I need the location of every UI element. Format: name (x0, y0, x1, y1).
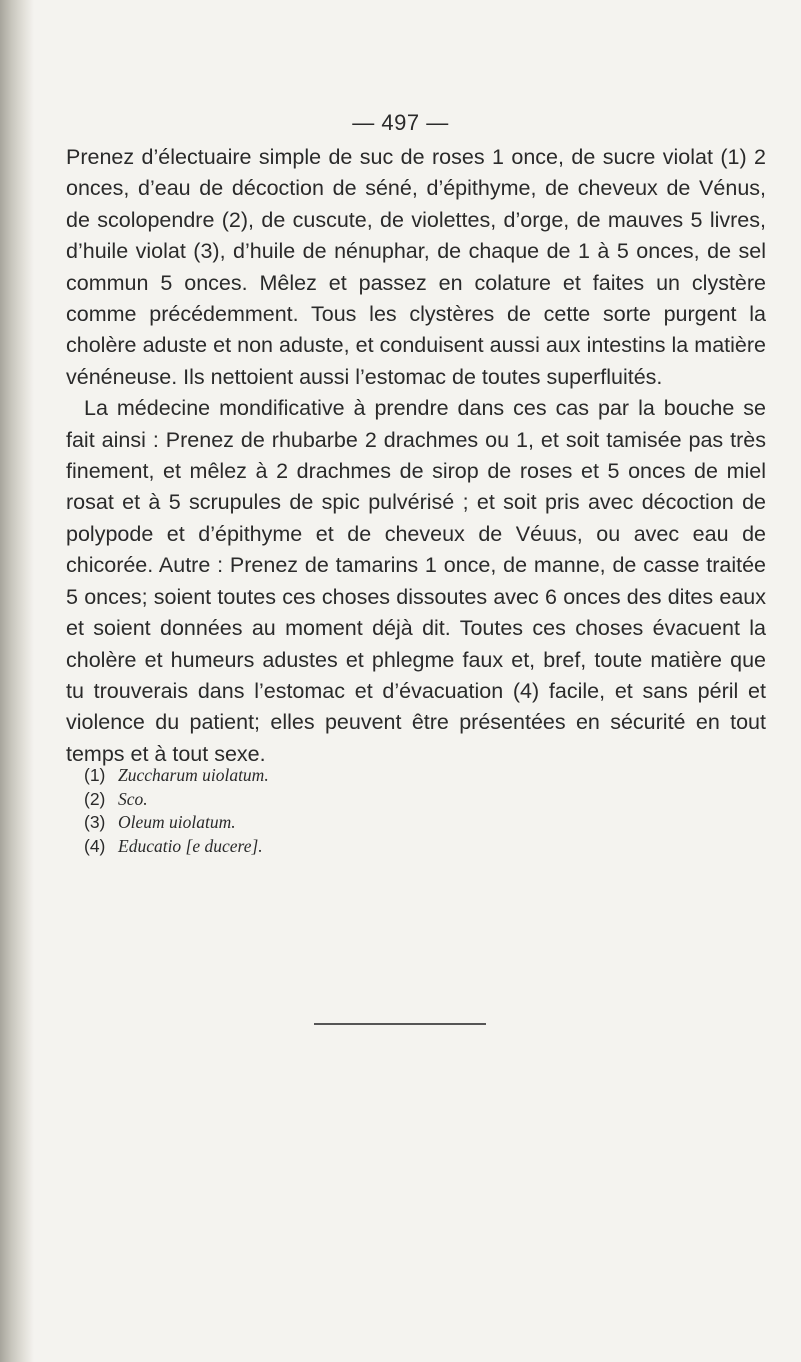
bottom-rule (314, 1023, 486, 1025)
footnote-marker: (4) (84, 835, 106, 856)
footnote-text: Educatio [e ducere]. (118, 835, 263, 856)
page-edge-shadow (0, 0, 34, 1362)
footnote-text: Oleum uiolatum. (118, 812, 236, 832)
page-number: — 497 — (352, 110, 449, 135)
footnote-marker: (2) (84, 788, 106, 809)
footnote-3 (84, 811, 269, 835)
footnote-marker: (3) (84, 812, 106, 832)
footnote-1 (84, 764, 269, 788)
paragraph-2: La médecine mondificative à prendre dans ces cas par la bouche se fait ainsi : Prenez de rhubarbe 2 drachmes ou 1, et soit tamisée pas très finement, et mêlez à 2 drachmes de sirop de roses et 5 onces de miel rosat et à 5 scrupules de spic pulvérisé ; et soit pris avec décoction de polypode et d’épithyme et de cheveux de Véuus, ou avec eau de chicorée. Autre : Prenez de tamarins 1 once, de manne, de casse traitée 5 onces; soient toutes ces choses dissoutes avec 6 onces des dites eaux et soient données au moment déjà dit. Toutes ces choses évacuent la cholère et humeurs adustes et phlegme faux et, bref, toute matière que tu trouverais dans l’estomac et d’évacuation (4) facile, et sans péril et violence du patient; elles peuvent être présentées en sécurité en tout temps et à tout sexe. (66, 396, 766, 766)
footnote-text: Sco. (118, 788, 148, 809)
footnote-marker: (1) (84, 765, 106, 785)
paragraph-1: Prenez d’électuaire simple de suc de roses 1 once, de sucre violat (1) 2 onces, d’eau de décoction de séné, d’épithyme, de cheveux de Vénus, de scolopendre (2), de cuscute, de violettes, d’orge, de mauves 5 livres, d’huile violat (3), d’huile de nénuphar, de chaque de 1 à 5 onces, de sel commun 5 onces. Mêlez et passez en colature et faites un clystère comme précédemment. Tous les clystères de cette sorte purgent la cholère aduste et non aduste, et conduisent aussi aux intestins la matière vénéneuse. Ils nettoient aussi l’estomac de toutes superfluités. (66, 145, 766, 389)
footnotes (84, 764, 269, 858)
footnote-4 (84, 835, 269, 859)
footnote-2 (84, 788, 269, 812)
body-text (66, 142, 766, 770)
footnote-text: Zuccharum uiolatum. (118, 765, 269, 785)
